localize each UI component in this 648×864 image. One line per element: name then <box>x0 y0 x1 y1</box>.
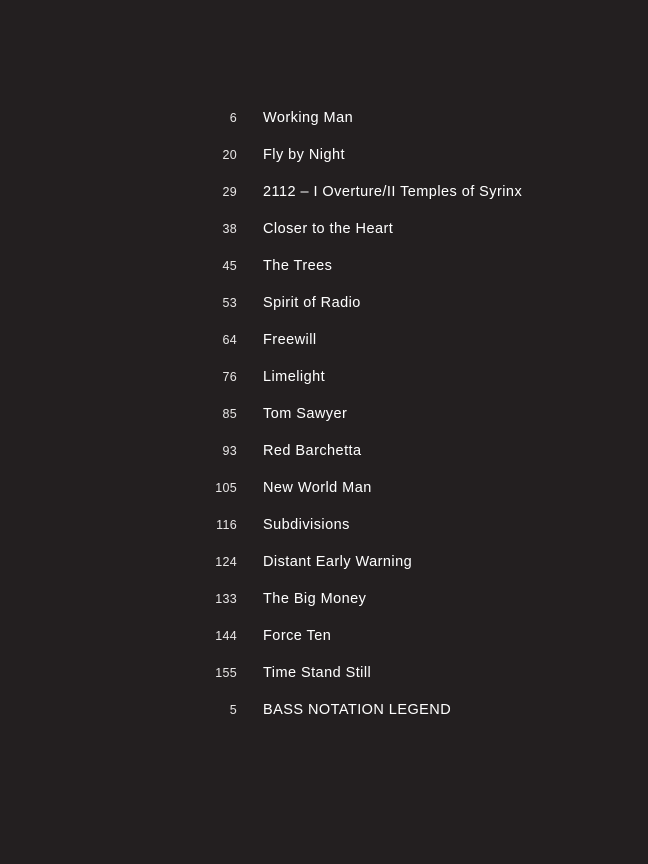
toc-entry[interactable] <box>0 249 648 286</box>
song-title: New World Man <box>263 480 372 496</box>
page-number: 38 <box>222 222 237 236</box>
table-of-contents <box>0 101 648 730</box>
page-number: 85 <box>222 407 237 421</box>
song-title: Fly by Night <box>263 147 345 163</box>
toc-entry-legend[interactable] <box>0 693 648 730</box>
toc-entry[interactable] <box>0 323 648 360</box>
toc-entry[interactable] <box>0 101 648 138</box>
page-number: 6 <box>229 111 237 125</box>
page-number: 29 <box>222 185 237 199</box>
song-title: Freewill <box>263 332 317 348</box>
song-title: Limelight <box>263 369 326 385</box>
song-title: 2112 – I Overture/II Temples of Syrinx <box>263 184 523 200</box>
toc-entry[interactable] <box>0 286 648 323</box>
toc-entry[interactable] <box>0 360 648 397</box>
page-number: 5 <box>229 703 237 717</box>
song-title: Subdivisions <box>263 517 350 533</box>
song-title: Tom Sawyer <box>263 406 348 422</box>
toc-entry[interactable] <box>0 175 648 212</box>
toc-entry[interactable] <box>0 397 648 434</box>
song-title: Spirit of Radio <box>263 295 361 311</box>
toc-entry[interactable] <box>0 212 648 249</box>
page-number: 76 <box>222 370 237 384</box>
page-number: 53 <box>222 296 237 310</box>
page-number: 116 <box>216 518 237 532</box>
page-number: 45 <box>222 259 237 273</box>
song-title: The Trees <box>263 258 333 274</box>
song-title: Distant Early Warning <box>263 554 413 570</box>
toc-entry[interactable] <box>0 138 648 175</box>
toc-entry[interactable] <box>0 656 648 693</box>
song-title: Force Ten <box>263 628 332 644</box>
page-number: 64 <box>222 333 237 347</box>
page-number: 144 <box>215 629 237 643</box>
page-number: 105 <box>215 481 237 495</box>
legend-title: BASS NOTATION LEGEND <box>263 702 452 718</box>
toc-entry[interactable] <box>0 582 648 619</box>
song-title: The Big Money <box>263 591 367 607</box>
page-number: 93 <box>222 444 237 458</box>
song-title: Closer to the Heart <box>263 221 394 237</box>
toc-entry[interactable] <box>0 471 648 508</box>
song-title: Time Stand Still <box>263 665 372 681</box>
page-number: 124 <box>215 555 237 569</box>
toc-entry[interactable] <box>0 619 648 656</box>
page-number: 20 <box>222 148 237 162</box>
page-number: 155 <box>215 666 237 680</box>
song-title: Working Man <box>263 110 354 126</box>
page-number: 133 <box>215 592 237 606</box>
toc-entry[interactable] <box>0 508 648 545</box>
toc-entry[interactable] <box>0 545 648 582</box>
song-title: Red Barchetta <box>263 443 362 459</box>
toc-entry[interactable] <box>0 434 648 471</box>
